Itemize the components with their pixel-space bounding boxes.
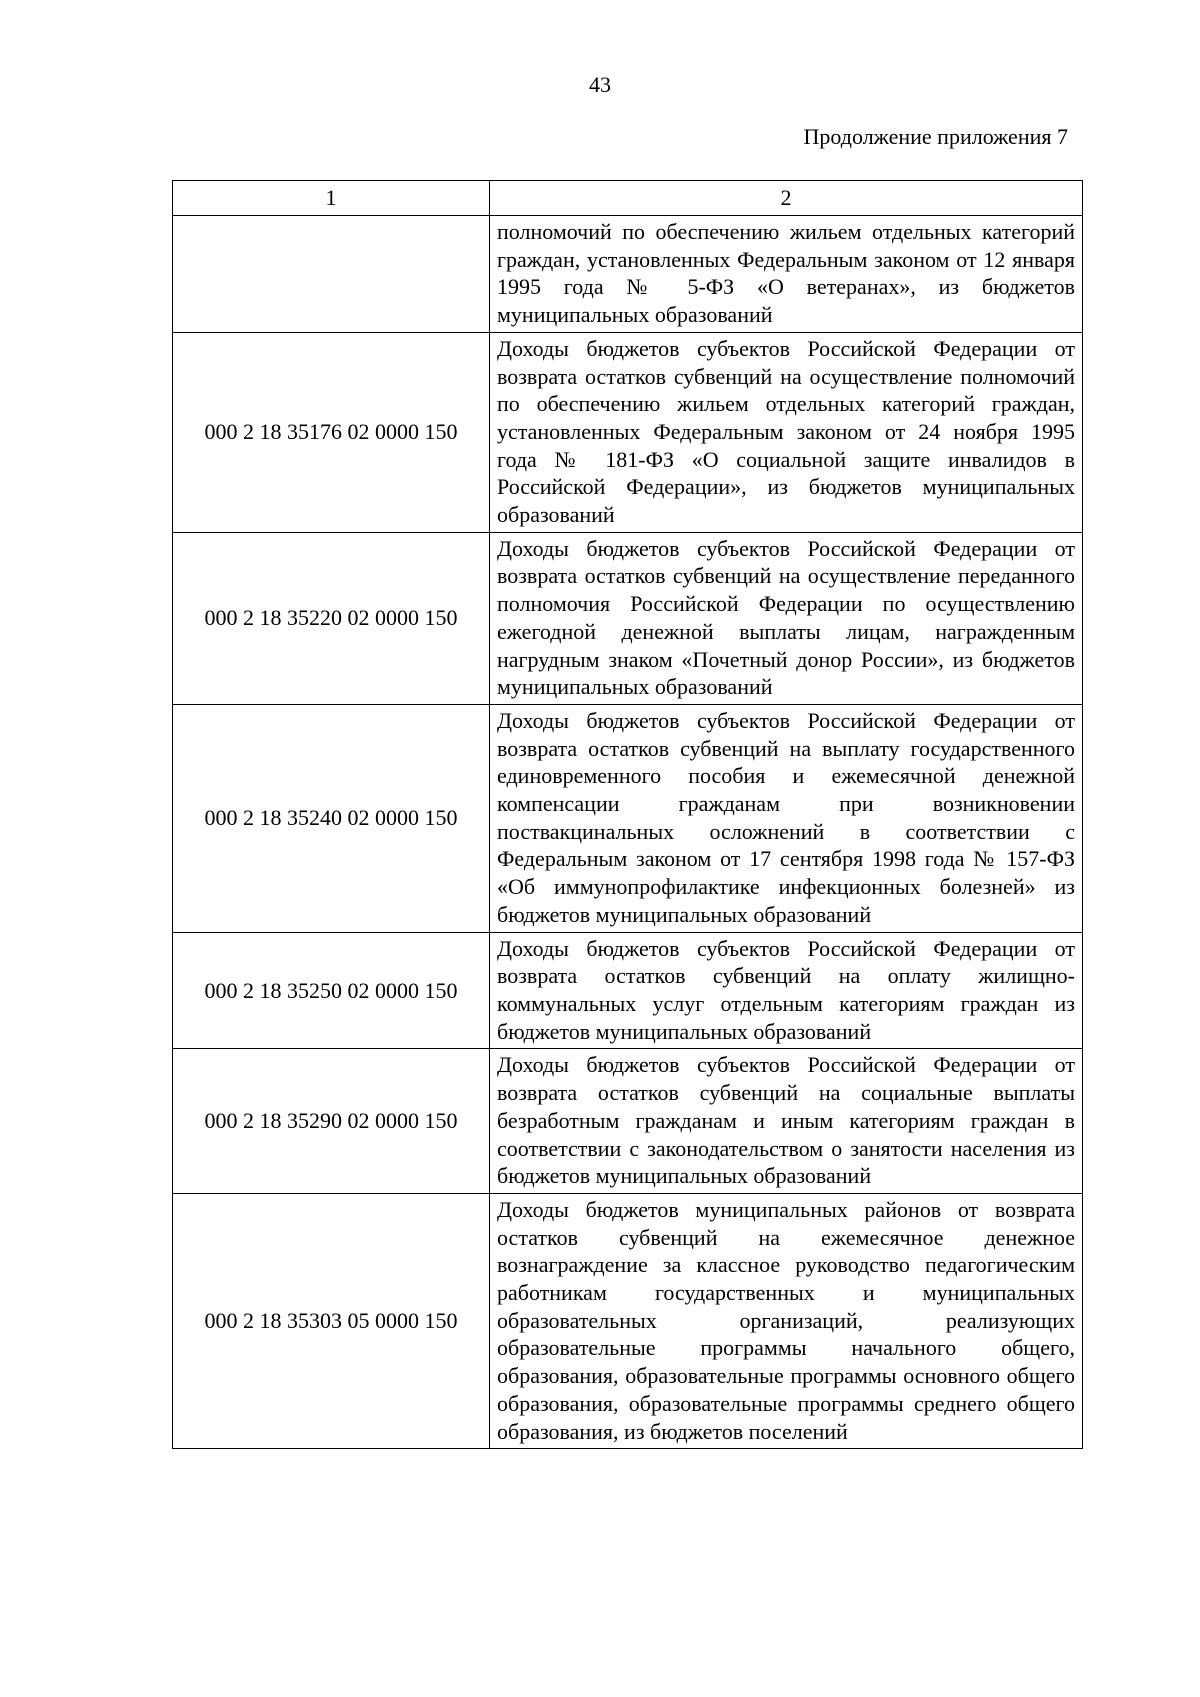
revenue-code-cell: 000 2 18 35290 02 0000 150 xyxy=(173,1049,490,1194)
revenue-code-cell: 000 2 18 35240 02 0000 150 xyxy=(173,704,490,932)
revenue-description-cell: Доходы бюджетов субъектов Российской Федерации от возврата остатков субвенций на выплату государственного единовременного пособия и ежемесячной денежной компенсации гражданам при возникновении поствакцинальных осложнений в соответствии с Федеральным законом от 17 сентября 1998 года № 157-ФЗ «Об иммунопрофилактике инфекционных болезней» из бюджетов муниципальных образований xyxy=(490,704,1083,932)
table-row xyxy=(173,1193,1083,1448)
revenue-description-cell: Доходы бюджетов субъектов Российской Федерации от возврата остатков субвенций на оплату жилищно-коммунальных услуг отдельным категориям граждан из бюджетов муниципальных образований xyxy=(490,932,1083,1049)
column-header-code: 1 xyxy=(173,181,490,216)
revenue-description-cell: полномочий по обеспечению жильем отдельных категорий граждан, установленных Федеральным законом от 12 января 1995 года № 5-ФЗ «О ветеранах», из бюджетов муниципальных образований xyxy=(490,216,1083,333)
revenue-description-cell: Доходы бюджетов субъектов Российской Федерации от возврата остатков субвенций на осуществление переданного полномочия Российской Федерации по осуществлению ежегодной денежной выплаты лицам, награжденным нагрудным знаком «Почетный донор России», из бюджетов муниципальных образований xyxy=(490,532,1083,704)
revenue-code-cell xyxy=(173,216,490,333)
table-header-row xyxy=(173,181,1083,216)
table-row xyxy=(173,216,1083,333)
revenue-code-cell: 000 2 18 35220 02 0000 150 xyxy=(173,532,490,704)
revenue-code-cell: 000 2 18 35176 02 0000 150 xyxy=(173,332,490,532)
table-row xyxy=(173,932,1083,1049)
revenue-description-cell: Доходы бюджетов субъектов Российской Федерации от возврата остатков субвенций на социальные выплаты безработным гражданам и иным категориям граждан в соответствии с законодательством о занятости населения из бюджетов муниципальных образований xyxy=(490,1049,1083,1194)
revenue-code-cell: 000 2 18 35250 02 0000 150 xyxy=(173,932,490,1049)
table-row xyxy=(173,704,1083,932)
revenue-codes-table xyxy=(172,180,1083,1449)
page-number: 43 xyxy=(589,72,611,97)
table-row xyxy=(173,332,1083,532)
appendix-continuation-note: Продолжение приложения 7 xyxy=(803,124,1068,149)
column-header-description: 2 xyxy=(490,181,1083,216)
table-row xyxy=(173,1049,1083,1194)
revenue-code-cell: 000 2 18 35303 05 0000 150 xyxy=(173,1193,490,1448)
revenue-description-cell: Доходы бюджетов муниципальных районов от возврата остатков субвенций на ежемесячное денежное вознаграждение за классное руководство педагогическим работникам государственных и муниципальных образовательных организаций, реализующих образовательные программы начального общего, образования, образовательные программы основного общего образования, образовательные программы среднего общего образования, из бюджетов поселений xyxy=(490,1193,1083,1448)
revenue-description-cell: Доходы бюджетов субъектов Российской Федерации от возврата остатков субвенций на осуществление полномочий по обеспечению жильем отдельных категорий граждан, установленных Федеральным законом от 24 ноября 1995 года № 181-ФЗ «О социальной защите инвалидов в Российской Федерации», из бюджетов муниципальных образований xyxy=(490,332,1083,532)
table-row xyxy=(173,532,1083,704)
